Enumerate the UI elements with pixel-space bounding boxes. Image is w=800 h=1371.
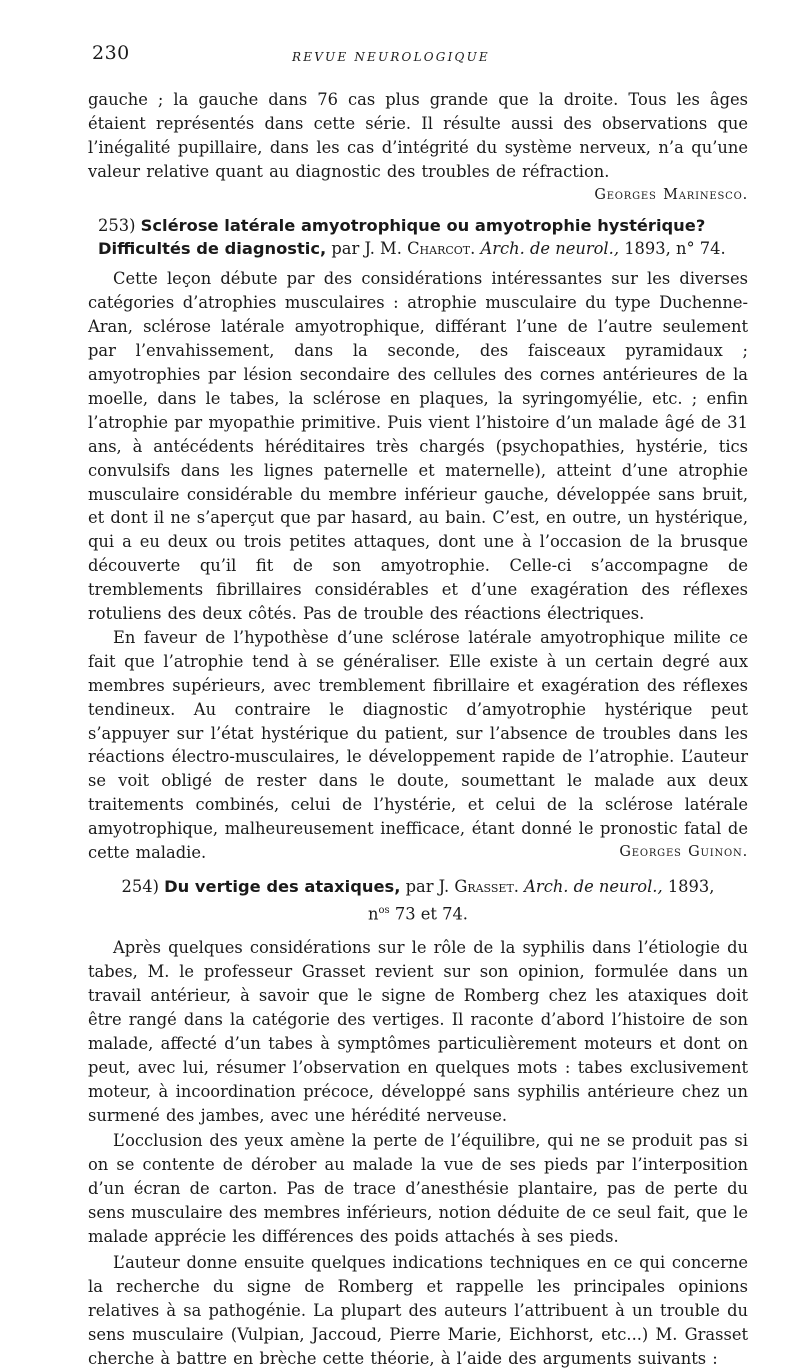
entry-254-paragraph-2: L’occlusion des yeux amène la perte de l’équilibre, qui ne se produit pas si on se contente de dérober au malade la vue de ses pieds par l’interposition d’un écran de carton. Pas de trace d’anesthésie plantaire, pas de perte du sens musculaire des membres inférieurs, notion déduite de ce seul fait, que le malade apprécie les différences des poids attachés à ses pieds.	[88, 1131, 748, 1247]
intro-paragraph	[88, 88, 748, 203]
entry-253-number: 253)	[98, 215, 136, 235]
entry-253-paragraph-2	[88, 626, 748, 865]
entry-253-paragraph-2-block	[88, 626, 748, 865]
entry-254-paragraph-1: Après quelques considérations sur le rôle de la syphilis dans l’étiologie du tabes, M. le professeur Grasset revient sur son opinion, formulée dans un travail antérieur, à savoir que le signe de Romberg chez les ataxiques doit être rangé dans la catégorie des vertiges. Il raconte d’abord l’histoire de son malade, affecté d’un tabes à symptômes particulièrement moteurs et dont on peut, avec lui, résumer l’observation en quelques mots : tabes exclusivement moteur, à incoordination précoce, développé sans syphilis antérieure chez un surmené des jambes, avec une hérédité nerveuse.	[88, 938, 748, 1125]
entry-253-ref: 1893, n° 74.	[624, 239, 726, 259]
entry-253-title-line1: Sclérose latérale amyotrophique ou amyotrophie hystérique?	[140, 215, 706, 235]
signature-guinon: Georges Guinon.	[619, 844, 748, 861]
entry-254-heading	[88, 875, 748, 926]
entry-253-heading-line1	[88, 214, 748, 238]
entry-253-journal: Arch. de neurol.,	[480, 239, 619, 259]
entry-254-title: Du vertige des ataxiques,	[164, 877, 401, 896]
entry-254-number: 254)	[121, 877, 159, 896]
entry-254-nos-sup: os	[378, 904, 390, 916]
running-head	[92, 42, 752, 68]
entry-253-author: Charcot.	[407, 239, 476, 259]
entry-254-ref-year: 1893,	[667, 877, 715, 896]
entry-254-heading-line2	[88, 899, 748, 926]
intro-text: gauche ; la gauche dans 76 cas plus grande que la droite. Tous les âges étaient représentés dans cette série. Il résulte aussi des observations que l’inégalité pupillaire, dans les cas d’intégrité du système nerveux, n’a qu’une valeur relative quant au diagnostic des troubles de réfraction.	[88, 90, 748, 181]
entry-254-nos: 73 et 74.	[394, 904, 468, 924]
intro-block	[88, 88, 748, 208]
entry-254-author: Grasset.	[454, 877, 519, 896]
journal-title: REVUE NEUROLOGIQUE	[292, 50, 490, 64]
entry-254-paragraph-3: L’auteur donne ensuite quelques indications techniques en ce qui concerne la recherche du signe de Romberg et rappelle les principales opinions relatives à sa pathogénie. La plupart des auteurs l’attribuent à un trouble du sens musculaire (Vulpian, Jaccoud, Pierre Marie, Eichhorst, etc...) M. Grasset cherche à battre en brèche cette théorie, à l’aide des arguments suivants :	[88, 1253, 748, 1368]
entry-253-heading	[88, 214, 748, 262]
entry-253-paragraph-1: Cette leçon débute par des considérations intéressantes sur les diverses catégories d’atrophies musculaires : atrophie musculaire du type Duchenne-Aran, sclérose latérale amyotrophique, différant l’une de l’autre seulement par l’envahissement, dans la seconde, des faisceaux pyramidaux ; amyotrophies par lésion secondaire des cellules des cornes antérieures de la moelle, dans le tabes, la sclérose en plaques, la syringomyélie, etc. ; enfin l’atrophie par myopathie primitive. Puis vient l’histoire d’un malade âgé de 31 ans, à antécédents héréditaires très chargés (psychopathies, hystérie, tics convulsifs dans les lignes paternelle et maternelle), atteint d’une atrophie musculaire considérable du membre inférieur gauche, développée sans bruit, et dont il ne s’aperçut que par hasard, au bain. C’est, en outre, un hystérique, qui a eu deux ou trois petites attaques, dont une à l’occasion de la brusque découverte qu’il fit de son amyotrophie. Celle-ci s’accompagne de tremblements fibrillaires considérables et d’une exagération des réflexes rotuliens des deux côtés. Pas de trouble des réactions électriques.	[88, 269, 748, 624]
entry-253-paragraph-2-text: En faveur de l’hypothèse d’une sclérose latérale amyotrophique milite ce fait que l’atrophie tend à se généraliser. Elle existe à un certain degré aux membres supérieurs, avec tremblement fibrillaire et exagération des réflexes tendineux. Au contraire le diagnostic d’amyotrophie hystérique peut s’appuyer sur l’état hystérique du patient, sur l’absence de troubles dans les réactions électro-musculaires, le développement rapide de l’atrophie. L’auteur se voit obligé de rester dans le doute, soumettant le malade aux deux traitements combinés, celui de l’hystérie, et celui de la sclérose latérale amyotrophique, malheureusement inefficace, étant donné le pronostic fatal de cette maladie.	[88, 627, 748, 863]
entry-254-by: par J.	[405, 877, 450, 896]
signature-marinesco: Georges Marinesco.	[594, 186, 748, 203]
text-column	[88, 88, 748, 1371]
entry-254-journal: Arch. de neurol.,	[524, 877, 663, 896]
page-number: 230	[92, 42, 130, 64]
entry-253-by: par J. M.	[331, 239, 402, 259]
entry-254-nos-prefix: n	[368, 904, 379, 924]
entry-253-title-line2: Difficultés de diagnostic,	[98, 239, 327, 259]
entry-254-heading-line1	[88, 875, 748, 899]
entry-253-heading-line2	[88, 237, 748, 261]
